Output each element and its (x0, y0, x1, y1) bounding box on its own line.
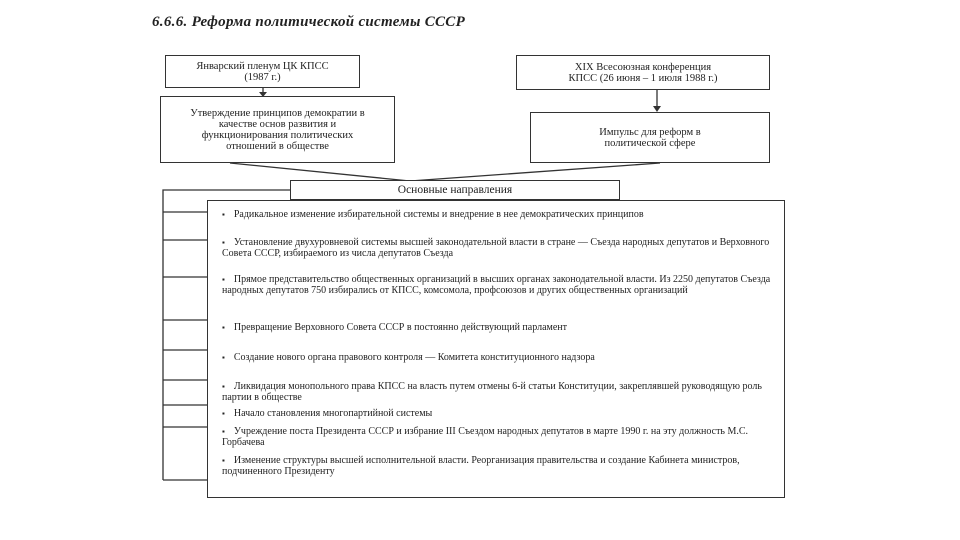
directions-list (207, 200, 785, 498)
january-plenum-box: Январский пленум ЦК КПСС (1987 г.) (165, 55, 360, 88)
list-item: ▪ Прямое представительство общественных организаций в высших органах законодательной власти. Из 2250 депутатов Съезда народных депутатов 750 избирались от КПСС, комсомола, профсоюзов и других общественных организаций (222, 275, 772, 296)
list-item: ▪ Создание нового органа правового контроля — Комитета конституционного надзора (222, 353, 772, 364)
list-item: ▪ Радикальное изменение избирательной системы и внедрение в нее демократических принципов (222, 210, 772, 221)
list-item: ▪ Установление двухуровневой системы высшей законодательной власти в стране — Съезда народных депутатов и Верховного Совета СССР, избираемого из числа депутатов Съезда (222, 238, 772, 259)
list-item: ▪ Начало становления многопартийной системы (222, 409, 772, 420)
democracy-principles-box: Утверждение принципов демократии в качестве основ развития и функционирования политических отношений в обществе (160, 96, 395, 163)
list-item: ▪ Изменение структуры высшей исполнительной власти. Реорганизация правительства и создание Кабинета министров, подчиненного Президенту (222, 456, 772, 477)
list-item: ▪ Ликвидация монопольного права КПСС на власть путем отмены 6-й статьи Конституции, закреплявшей руководящую роль партии в обществе (222, 382, 772, 403)
xix-conference-box: XIX Всесоюзная конференция КПСС (26 июня – 1 июля 1988 г.) (516, 55, 770, 90)
list-item: ▪ Превращение Верховного Совета СССР в постоянно действующий парламент (222, 323, 772, 334)
list-item: ▪ Учреждение поста Президента СССР и избрание III Съездом народных депутатов в марте 1990 г. на эту должность М.С. Горбачева (222, 427, 772, 448)
reform-impulse-box: Импульс для реформ в политической сфере (530, 112, 770, 163)
main-directions-header: Основные направления (290, 180, 620, 200)
page-title: 6.6.6. Реформа политической системы СССР (152, 14, 466, 30)
